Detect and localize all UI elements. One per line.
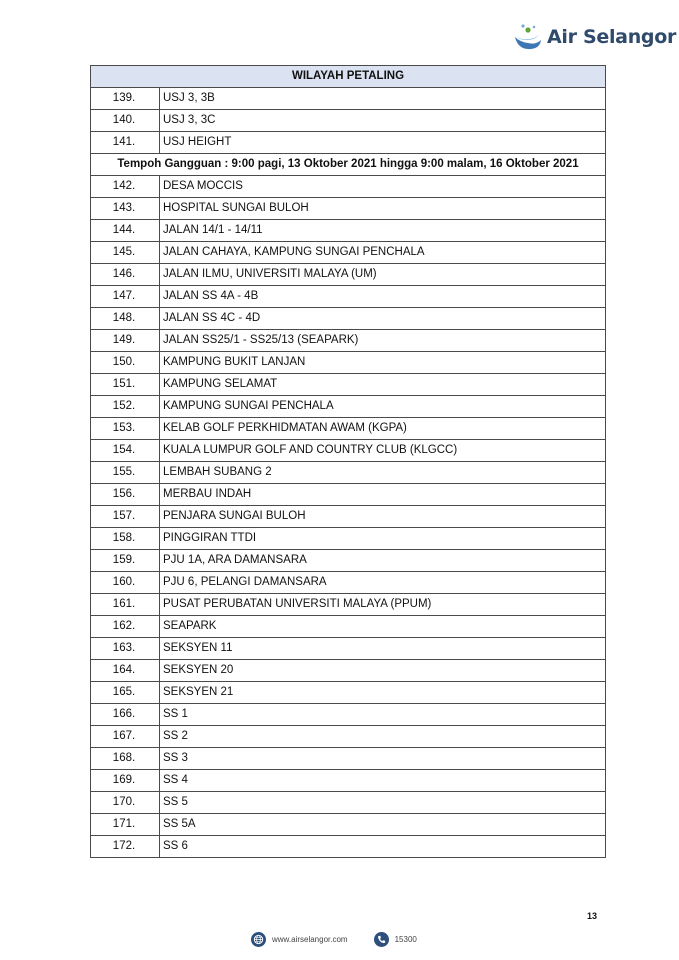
row-number: 142. [91, 176, 160, 198]
row-number: 156. [91, 484, 160, 506]
row-number: 154. [91, 440, 160, 462]
phone-icon [374, 932, 389, 947]
table-row [91, 374, 606, 396]
row-number: 155. [91, 462, 160, 484]
row-number: 167. [91, 726, 160, 748]
row-number: 169. [91, 770, 160, 792]
table-row [91, 88, 606, 110]
area-name: SS 3 [160, 748, 606, 770]
row-number: 160. [91, 572, 160, 594]
area-name: SS 5A [160, 814, 606, 836]
area-name: SEAPARK [160, 616, 606, 638]
table-row [91, 638, 606, 660]
area-name: JALAN 14/1 - 14/11 [160, 220, 606, 242]
table-row [91, 550, 606, 572]
row-number: 141. [91, 132, 160, 154]
website-link[interactable]: www.airselangor.com [272, 935, 348, 944]
affected-areas-table [90, 65, 606, 858]
table-row [91, 792, 606, 814]
row-number: 163. [91, 638, 160, 660]
row-number: 145. [91, 242, 160, 264]
table-row [91, 660, 606, 682]
table-row [91, 682, 606, 704]
area-name: SS 1 [160, 704, 606, 726]
area-name: KAMPUNG SUNGAI PENCHALA [160, 396, 606, 418]
phone-number: 15300 [394, 935, 417, 944]
area-name: SEKSYEN 11 [160, 638, 606, 660]
table-row [91, 814, 606, 836]
area-name: KELAB GOLF PERKHIDMATAN AWAM (KGPA) [160, 418, 606, 440]
area-name: USJ 3, 3B [160, 88, 606, 110]
disruption-period-row [91, 154, 606, 176]
footer [251, 932, 417, 947]
row-number: 168. [91, 748, 160, 770]
area-name: SS 6 [160, 836, 606, 858]
area-name: PJU 6, PELANGI DAMANSARA [160, 572, 606, 594]
water-drop-logo-icon [512, 21, 544, 53]
area-name: KAMPUNG BUKIT LANJAN [160, 352, 606, 374]
area-name: PENJARA SUNGAI BULOH [160, 506, 606, 528]
row-number: 139. [91, 88, 160, 110]
section-header-row [91, 66, 606, 88]
row-number: 144. [91, 220, 160, 242]
row-number: 164. [91, 660, 160, 682]
area-name: MERBAU INDAH [160, 484, 606, 506]
table-row [91, 176, 606, 198]
area-name: HOSPITAL SUNGAI BULOH [160, 198, 606, 220]
area-name: USJ HEIGHT [160, 132, 606, 154]
area-name: DESA MOCCIS [160, 176, 606, 198]
area-name: KUALA LUMPUR GOLF AND COUNTRY CLUB (KLGCC) [160, 440, 606, 462]
page-number: 13 [587, 911, 598, 921]
table-row [91, 704, 606, 726]
table-row [91, 440, 606, 462]
table-row [91, 836, 606, 858]
area-name: PJU 1A, ARA DAMANSARA [160, 550, 606, 572]
table-row [91, 264, 606, 286]
row-number: 147. [91, 286, 160, 308]
row-number: 157. [91, 506, 160, 528]
row-number: 153. [91, 418, 160, 440]
table-row [91, 506, 606, 528]
table-row [91, 308, 606, 330]
table-row [91, 462, 606, 484]
table-row [91, 726, 606, 748]
section-title: WILAYAH PETALING [91, 66, 606, 88]
table-row [91, 770, 606, 792]
row-number: 152. [91, 396, 160, 418]
row-number: 166. [91, 704, 160, 726]
air-selangor-logo [512, 20, 676, 54]
row-number: 170. [91, 792, 160, 814]
area-name: USJ 3, 3C [160, 110, 606, 132]
row-number: 143. [91, 198, 160, 220]
area-name: SEKSYEN 20 [160, 660, 606, 682]
row-number: 148. [91, 308, 160, 330]
table-row [91, 220, 606, 242]
area-name: LEMBAH SUBANG 2 [160, 462, 606, 484]
table-row [91, 418, 606, 440]
area-name: PUSAT PERUBATAN UNIVERSITI MALAYA (PPUM) [160, 594, 606, 616]
area-name: SS 2 [160, 726, 606, 748]
globe-icon [251, 932, 266, 947]
area-name: SS 4 [160, 770, 606, 792]
table-row [91, 352, 606, 374]
table-row [91, 528, 606, 550]
table-row [91, 286, 606, 308]
area-name: JALAN SS 4A - 4B [160, 286, 606, 308]
row-number: 158. [91, 528, 160, 550]
row-number: 165. [91, 682, 160, 704]
logo-text: Air Selangor [547, 26, 677, 48]
table-row [91, 572, 606, 594]
table-row [91, 396, 606, 418]
area-name: JALAN SS25/1 - SS25/13 (SEAPARK) [160, 330, 606, 352]
row-number: 140. [91, 110, 160, 132]
table-row [91, 330, 606, 352]
row-number: 172. [91, 836, 160, 858]
row-number: 162. [91, 616, 160, 638]
area-name: JALAN ILMU, UNIVERSITI MALAYA (UM) [160, 264, 606, 286]
area-name: SEKSYEN 21 [160, 682, 606, 704]
row-number: 149. [91, 330, 160, 352]
row-number: 161. [91, 594, 160, 616]
row-number: 151. [91, 374, 160, 396]
table-row [91, 242, 606, 264]
area-name: KAMPUNG SELAMAT [160, 374, 606, 396]
area-name: PINGGIRAN TTDI [160, 528, 606, 550]
table-row [91, 132, 606, 154]
table-row [91, 110, 606, 132]
area-name: JALAN SS 4C - 4D [160, 308, 606, 330]
row-number: 150. [91, 352, 160, 374]
disruption-period: Tempoh Gangguan : 9:00 pagi, 13 Oktober 2021 hingga 9:00 malam, 16 Oktober 2021 [91, 154, 606, 176]
area-name: JALAN CAHAYA, KAMPUNG SUNGAI PENCHALA [160, 242, 606, 264]
row-number: 159. [91, 550, 160, 572]
table-row [91, 198, 606, 220]
area-name: SS 5 [160, 792, 606, 814]
row-number: 171. [91, 814, 160, 836]
table-row [91, 748, 606, 770]
table-row [91, 594, 606, 616]
table-row [91, 484, 606, 506]
table-row [91, 616, 606, 638]
row-number: 146. [91, 264, 160, 286]
